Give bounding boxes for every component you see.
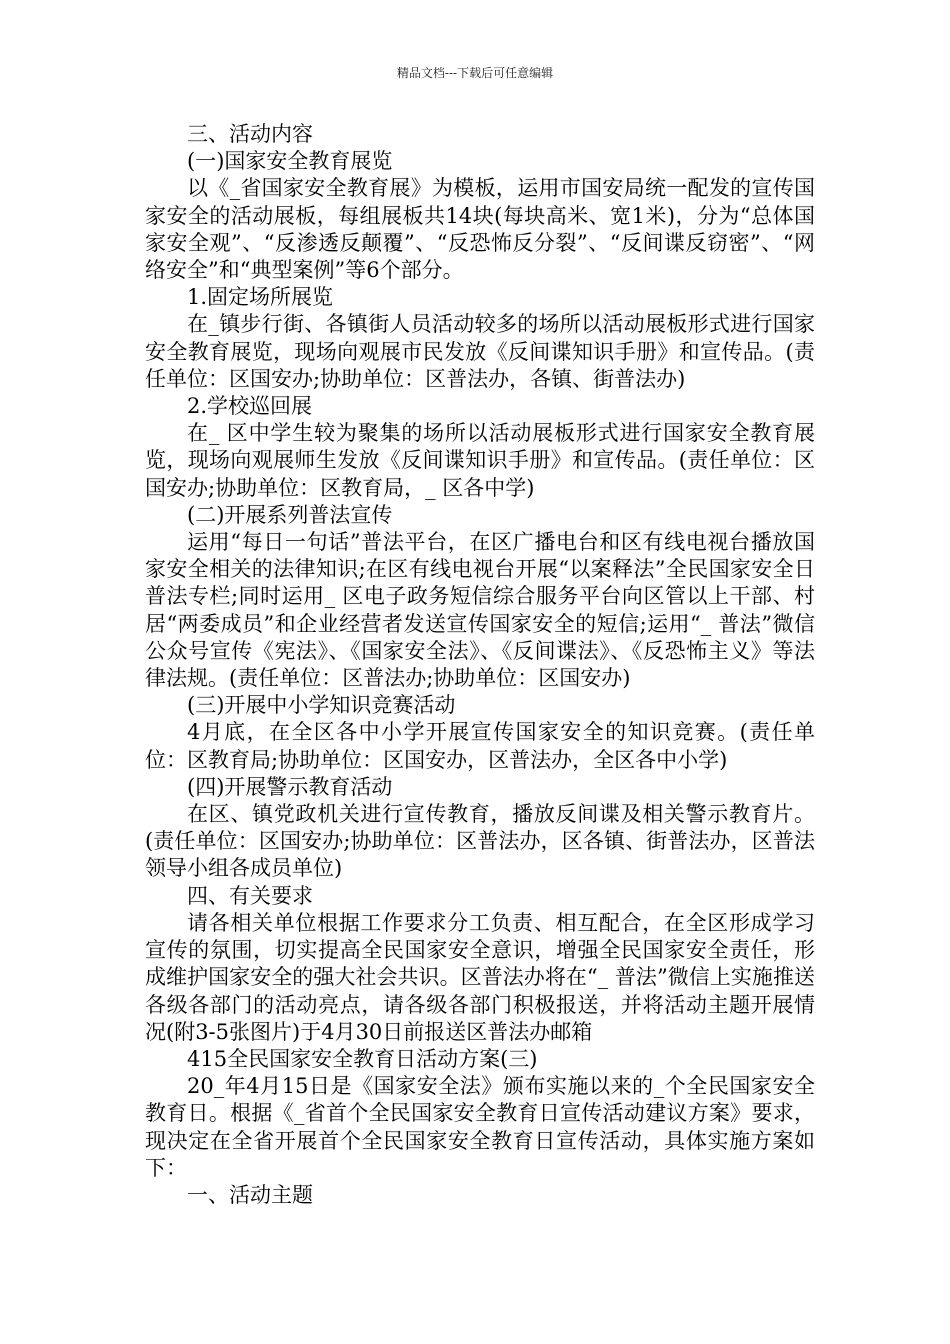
paragraph: 20_年4月15日是《国家安全法》颁布实施以来的_个全民国家安全教育日。根据《_省首个全民国家安全教育日宣传活动建议方案》要求，现决定在全省开展首个全民国家安全教育日宣传活动，具体实施方案如下：: [145, 1074, 815, 1180]
paragraph: 在_镇步行街、各镇街人员活动较多的场所以活动展板形式进行国家安全教育展览，现场向观展市民发放《反间谍知识手册》和宣传品。(责任单位：区国安办;协助单位：区普法办，各镇、街普法办): [145, 312, 815, 391]
paragraph: 以《_省国家安全教育展》为模板，运用市国安局统一配发的宣传国家安全的活动展板，每组展板共14块(每块高米、宽1米)，分为“总体国家安全观”、“反渗透反颠覆”、“反恐怖反分裂”、“反间谍反窃密”、“网络安全”和“典型案例”等6个部分。: [145, 176, 815, 283]
section-heading: 四、有关要求: [187, 883, 313, 908]
paragraph: 4月底，在全区各中小学开展宣传国家安全的知识竞赛。(责任单位：区教育局;协助单位：区国安办，区普法办，全区各中小学): [145, 720, 815, 772]
subsection-heading: (一)国家安全教育展览: [187, 149, 393, 174]
paragraph: 在_ 区中学生较为聚集的场所以活动展板形式进行国家安全教育展览，现场向观展师生发放《反间谍知识手册》和宣传品。(责任单位：区国安办;协助单位：区教育局，_ 区各中学): [145, 421, 815, 500]
section-heading: 三、活动内容: [187, 122, 313, 146]
paragraph: 在区、镇党政机关进行宣传教育，播放反间谍及相关警示教育片。(责任单位：区国安办;协助单位：区普法办，区各镇、街普法办，区普法领导小组各成员单位): [145, 802, 815, 881]
page-header: 精品文档---下载后可任意编辑: [396, 66, 554, 80]
item-heading: 1.固定场所展览: [187, 285, 334, 310]
subsection-heading: (四)开展警示教育活动: [187, 774, 393, 799]
subsection-heading: (二)开展系列普法宣传: [187, 502, 393, 527]
document-title: 415全民国家安全教育日活动方案(三): [187, 1046, 538, 1071]
paragraph: 运用“每日一句话”普法平台，在区广播电台和区有线电视台播放国家安全相关的法律知识;在区有线电视台开展“以案释法”全民国家安全日普法专栏;同时运用_ 区电子政务短信综合服务平台向区管以上干部、村居“两委成员”和企业经营者发送宣传国家安全的短信;运用“_ 普法”微信公众号宣传《宪法》、《国家安全法》、《反间谍法》、《反恐怖主义》等法律法规。(责任单位：区普法办;协助单位：区国安办): [145, 530, 815, 691]
paragraph: 请各相关单位根据工作要求分工负责、相互配合，在全区形成学习宣传的氛围，切实提高全民国家安全意识，增强全民国家安全责任，形成维护国家安全的强大社会共识。区普法办将在“_ 普法”微信上实施推送各级各部门的活动亮点，请各级各部门积极报送，并将活动主题开展情况(附3-5张图片)于4月30日前报送区普法办邮箱: [145, 910, 815, 1044]
document-body: [145, 121, 815, 1209]
section-heading: 一、活动主题: [187, 1182, 313, 1207]
item-heading: 2.学校巡回展: [187, 394, 313, 419]
subsection-heading: (三)开展中小学知识竞赛活动: [187, 693, 456, 718]
